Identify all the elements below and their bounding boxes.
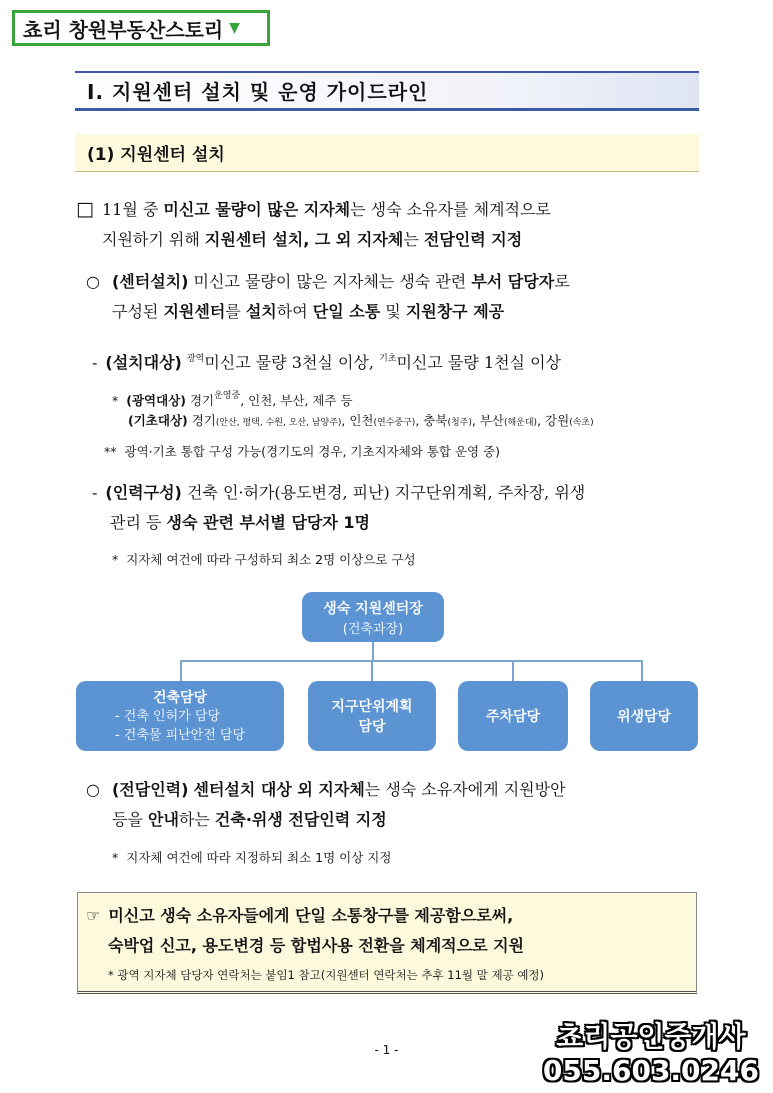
watermark bbox=[543, 1020, 759, 1088]
paragraph-3: - (설치대상) $^{광역}$미신고 물량 3천실 이상, $^{기초}$미신고 물량 1천실 이상 bbox=[92, 353, 561, 372]
paragraph-1-line-2: 지원하기 위해 지원센터 설치, 그 외 지자체는 전담인력 지정 bbox=[102, 230, 523, 249]
note-2: ** 광역·기초 통합 구성 가능(경기도의 경우, 기초지자체와 통합 운영 중) bbox=[104, 444, 501, 459]
page-number: - 1 - bbox=[374, 1043, 399, 1057]
paragraph-4-line-2: 관리 등 생숙 관련 부서별 담당자 1명 bbox=[110, 513, 370, 532]
org-connector-horizontal bbox=[180, 660, 643, 662]
org-box-architecture-line-1: - 건축 인허가 담당 bbox=[114, 709, 220, 724]
paragraph-4 bbox=[92, 478, 707, 538]
org-box-architecture-title: 건축담당 bbox=[152, 690, 208, 706]
org-box-parking bbox=[458, 681, 568, 751]
org-head-box bbox=[302, 592, 444, 642]
summary-note-footnote: * 광역 지자체 담당자 연락처는 붙임1 참고(지원센터 연락처는 추후 11월 말 제공 예정) bbox=[108, 968, 545, 982]
summary-note-box bbox=[77, 892, 697, 994]
org-box-district-plan bbox=[308, 681, 436, 751]
paragraph-2-line-2: 구성된 지원센터를 설치하여 단일 소통 및 지원창구 제공 bbox=[112, 302, 505, 321]
paragraph-2 bbox=[86, 267, 706, 327]
paragraph-1-line-1: □ 11월 중 미신고 물량이 많은 지자체는 생숙 소유자를 체계적으로 bbox=[76, 198, 551, 220]
checkbox-bullet-icon: □ bbox=[76, 198, 94, 220]
org-connector-4 bbox=[641, 660, 643, 682]
org-connector-vertical bbox=[372, 642, 374, 660]
watermark-name: 쵸리공인중개사 bbox=[556, 1020, 746, 1053]
summary-note-line-2: 숙박업 신고, 용도변경 등 합법사용 전환을 체계적으로 지원 bbox=[108, 936, 525, 955]
org-box-architecture-lines bbox=[115, 707, 245, 745]
section-title: Ⅰ. 지원센터 설치 및 운영 가이드라인 bbox=[75, 71, 699, 111]
note-4: * 지자체 여건에 따라 지정하되 최소 1명 이상 지정 bbox=[112, 850, 392, 865]
org-head-title: 생숙 지원센터장 bbox=[323, 600, 423, 617]
note-1 bbox=[112, 386, 712, 433]
brand-name: 쵸리 창원부동산스토리 bbox=[23, 17, 224, 42]
summary-note-text bbox=[86, 901, 524, 961]
pointing-hand-icon: ☞ bbox=[86, 906, 101, 925]
org-box-parking-label: 주차담당 bbox=[485, 709, 541, 725]
note-1-line-1: * (광역대상) 경기$^{운영중}$, 인천, 부산, 제주 등 bbox=[112, 391, 353, 408]
summary-note-line-1: ☞ 미신고 생숙 소유자들에게 단일 소통창구를 제공함으로써, bbox=[86, 906, 514, 925]
org-connector-3 bbox=[512, 660, 514, 682]
paragraph-5 bbox=[86, 775, 706, 835]
org-box-hygiene-label: 위생담당 bbox=[616, 709, 672, 725]
subsection-title: (1) 지원센터 설치 bbox=[75, 134, 699, 172]
paragraph-5-line-1: ○ (전담인력) 센터설치 대상 외 지자체는 생숙 소유자에게 지원방안 bbox=[86, 780, 566, 799]
org-box-district-plan-line-2: 담당 bbox=[358, 719, 386, 735]
circle-bullet-icon: ○ bbox=[86, 272, 100, 291]
org-connector-2 bbox=[371, 660, 373, 682]
watermark-phone: 055.603.0246 bbox=[542, 1054, 759, 1087]
circle-bullet-icon: ○ bbox=[86, 780, 100, 799]
org-box-hygiene bbox=[590, 681, 698, 751]
paragraph-1 bbox=[76, 194, 706, 255]
dropdown-triangle-icon[interactable]: ▼ bbox=[229, 20, 240, 36]
org-box-architecture bbox=[76, 681, 284, 751]
paragraph-2-line-1: ○ (센터설치) 미신고 물량이 많은 지자체는 생숙 관련 부서 담당자로 bbox=[86, 272, 570, 291]
org-connector-1 bbox=[180, 660, 182, 682]
note-1-line-2: (기초대상) 경기(안산, 평택, 수원, 오산, 남양주), 인천(연수중구), 충북(청주), 부산(해운대), 강원(속초) bbox=[128, 413, 594, 428]
paragraph-4-line-1: - (인력구성) 건축 인·허가(용도변경, 피난) 지구단위계획, 주차장, 위생 bbox=[92, 483, 586, 502]
org-box-district-plan-line-1: 지구단위계획 bbox=[331, 699, 413, 715]
brand-tag bbox=[12, 10, 270, 46]
org-box-architecture-line-2: - 건축물 피난안전 담당 bbox=[114, 728, 246, 743]
note-3: * 지자체 여건에 따라 구성하되 최소 2명 이상으로 구성 bbox=[112, 552, 416, 567]
paragraph-5-line-2: 등을 안내하는 건축·위생 전담인력 지정 bbox=[112, 810, 387, 829]
org-head-subtitle: (건축과장) bbox=[342, 621, 404, 637]
